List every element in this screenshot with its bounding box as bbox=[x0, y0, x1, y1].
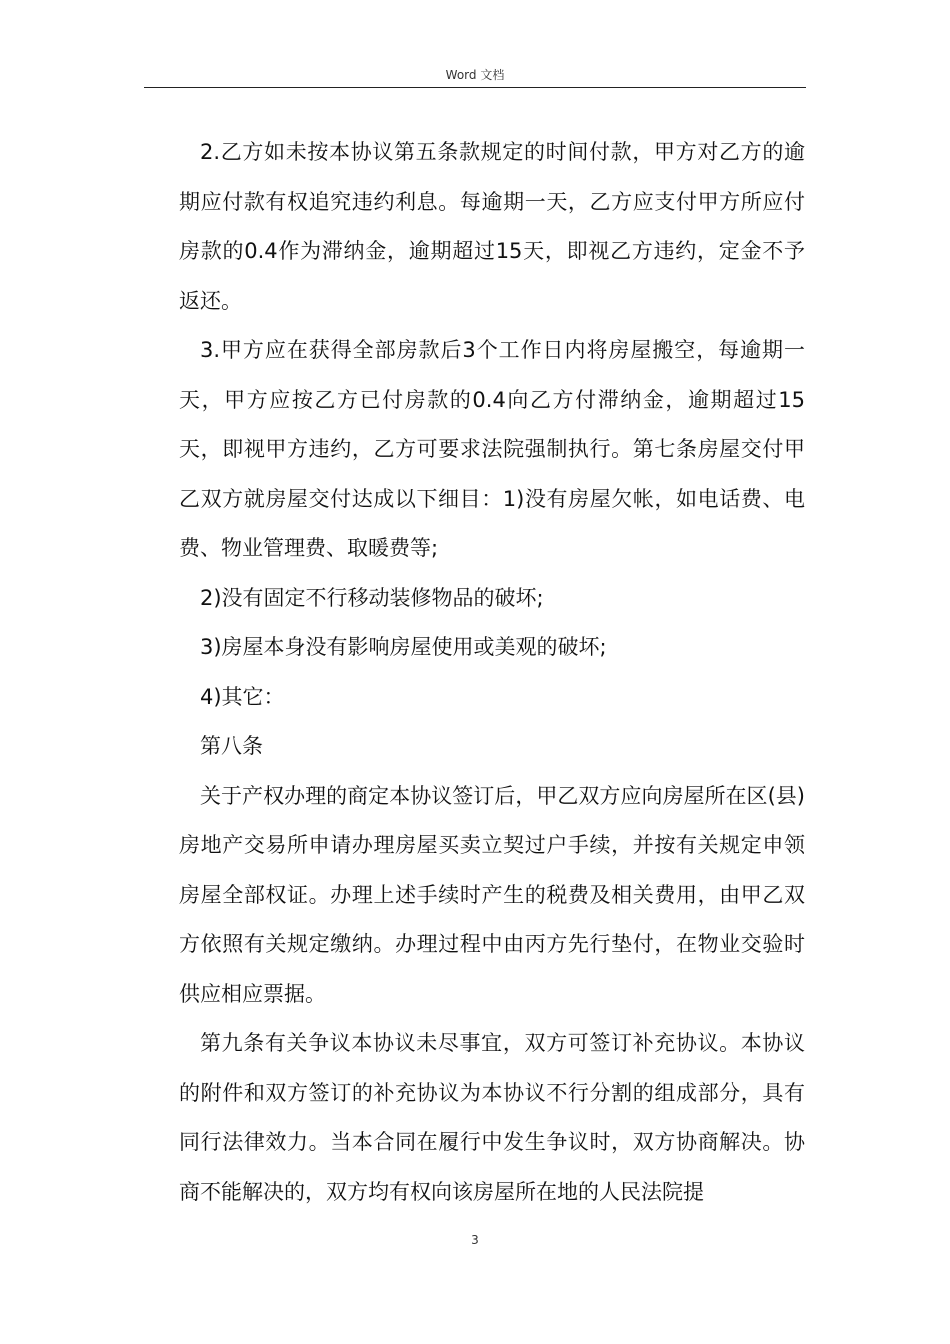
header-title: Word 文档 bbox=[445, 68, 505, 82]
paragraph-disputes: 第九条有关争议本协议未尽事宜，双方可签订补充协议。本协议的附件和双方签订的补充协议为本协议不行分割的组成部分，具有同行法律效力。当本合同在履行中发生争议时，双方协商解决。协商不能解决的，双方均有权向该房屋所在地的人民法院提 bbox=[179, 1031, 805, 1204]
paragraph-item-2: 2)没有固定不行移动装修物品的破坏; bbox=[200, 585, 544, 610]
paragraph-item-4: 4)其它： bbox=[200, 684, 285, 709]
header-divider bbox=[144, 87, 806, 88]
paragraph-item-3: 3)房屋本身没有影响房屋使用或美观的破坏; bbox=[200, 635, 607, 659]
document-body bbox=[179, 128, 805, 1217]
page-header bbox=[144, 0, 806, 90]
paragraph-property-rights: 关于产权办理的商定本协议签订后，甲乙双方应向房屋所在区(县)房地产交易所申请办理房屋买卖立契过户手续，并按有关规定申领房屋全部权证。办理上述手续时产生的税费及相关费用，由甲乙双方依照有关规定缴纳。办理过程中由丙方先行垫付，在物业交验时供应相应票据。 bbox=[179, 783, 805, 1006]
paragraph-late-payment: 2.乙方如未按本协议第五条款规定的时间付款，甲方对乙方的逾期应付款有权追究违约利息。每逾期一天，乙方应支付甲方所应付房款的0.4作为滞纳金，逾期超过15天，即视乙方违约，定金不予返还。 bbox=[179, 140, 805, 313]
paragraph-house-delivery: 3.甲方应在获得全部房款后3个工作日内将房屋搬空，每逾期一天，甲方应按乙方已付房款的0.4向乙方付滞纳金，逾期超过15天，即视甲方违约，乙方可要求法院强制执行。第七条房屋交付甲乙双方就房屋交付达成以下细目：1)没有房屋欠帐，如电话费、电费、物业管理费、取暖费等; bbox=[179, 338, 805, 560]
article-eight-heading: 第八条 bbox=[200, 734, 263, 758]
page-number: 3 bbox=[471, 1233, 479, 1247]
